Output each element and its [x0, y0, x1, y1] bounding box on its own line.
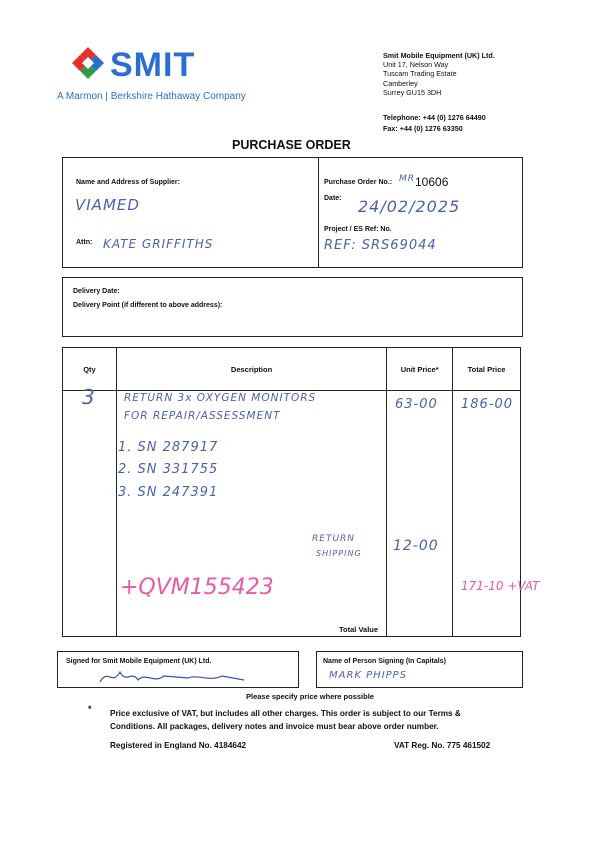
- po-number-label: Purchase Order No.:: [324, 179, 393, 186]
- pink-reference: +QVM155423: [120, 575, 274, 600]
- date-label: Date:: [324, 195, 342, 202]
- supplier-value: VIAMED: [75, 196, 140, 214]
- document-title: PURCHASE ORDER: [232, 138, 351, 152]
- total-price-value: 186-00: [461, 397, 514, 412]
- terms-text: [110, 707, 510, 733]
- signer-value: MARK PHIPPS: [329, 670, 408, 681]
- supplier-label: Name and Address of Supplier:: [76, 179, 180, 186]
- terms-line: Price exclusive of VAT, but includes all other charges. This order is subject to our Terms &: [110, 709, 461, 718]
- fax: Fax: +44 (0) 1276 63350: [383, 124, 463, 133]
- unit-price-header: Unit Price*: [387, 348, 453, 391]
- address-line: Surrey GU15 3DH: [383, 87, 442, 97]
- table-header-row: [63, 348, 521, 391]
- shipping-price: 12-00: [393, 538, 439, 554]
- asterisk: *: [88, 704, 92, 714]
- company-contact: [383, 112, 486, 134]
- registered-number: Registered in England No. 4184642: [110, 741, 247, 750]
- description-line: RETURN 3x OXYGEN MONITORS: [124, 392, 317, 404]
- description-header: Description: [116, 348, 386, 391]
- po-number-prefix: MR: [399, 174, 416, 184]
- shipping-label: SHIPPING: [316, 549, 362, 558]
- company-name: Smit Mobile Equipment (UK) Ltd.: [383, 51, 495, 60]
- address-line: Camberley: [383, 78, 418, 88]
- signer-box: [316, 651, 523, 688]
- serial-line: 1. SN 287917: [118, 440, 219, 455]
- total-value-label: Total Value: [339, 625, 379, 634]
- total-price-cell: [453, 391, 521, 637]
- address-line: Unit 17, Nelson Way: [383, 60, 449, 70]
- company-logo-text: SMIT: [110, 46, 196, 84]
- signed-label: Signed for Smit Mobile Equipment (UK) Ltd.: [66, 658, 212, 665]
- unit-price-cell: [387, 391, 453, 637]
- vat-number: VAT Reg. No. 775 461502: [394, 741, 491, 750]
- date-value: 24/02/2025: [358, 197, 461, 216]
- shipping-label: RETURN: [312, 534, 356, 544]
- project-ref-label: Project / ES Ref: No.: [324, 226, 392, 233]
- company-tagline: A Marmon | Berkshire Hathaway Company: [57, 91, 246, 102]
- diamond-logo-icon: [70, 45, 106, 81]
- serial-line: 2. SN 331755: [118, 462, 219, 477]
- pink-total: 171-10 +VAT: [461, 579, 540, 593]
- po-number: 10606: [415, 175, 449, 189]
- attn-label: Attn:: [76, 239, 93, 246]
- supplier-order-box: [62, 157, 523, 268]
- unit-price-value: 63-00: [395, 397, 438, 412]
- qty-header: Qty: [63, 348, 117, 391]
- signature-scribble: [98, 666, 248, 688]
- project-ref-value: REF: SRS69044: [324, 238, 437, 253]
- qty-cell: [63, 391, 117, 637]
- qty-value: 3: [82, 385, 96, 409]
- price-note: Please specify price where possible: [246, 692, 374, 701]
- signer-label: Name of Person Signing (In Capitals): [323, 658, 446, 665]
- delivery-point-label: Delivery Point (if different to above address):: [73, 302, 223, 309]
- telephone: Telephone: +44 (0) 1276 64490: [383, 113, 486, 122]
- company-address: [383, 51, 495, 97]
- total-price-header: Total Price: [453, 348, 521, 391]
- description-line: FOR REPAIR/ASSESSMENT: [124, 410, 281, 422]
- box-divider: [318, 158, 319, 267]
- terms-line: Conditions. All packages, delivery notes and invoice must bear above order number.: [110, 722, 439, 731]
- address-line: Tuscam Trading Estate: [383, 69, 457, 79]
- signed-box: [57, 651, 299, 688]
- delivery-date-label: Delivery Date:: [73, 288, 120, 295]
- attn-value: KATE GRIFFITHS: [103, 237, 214, 251]
- serial-line: 3. SN 247391: [118, 485, 219, 500]
- delivery-box: [62, 277, 523, 337]
